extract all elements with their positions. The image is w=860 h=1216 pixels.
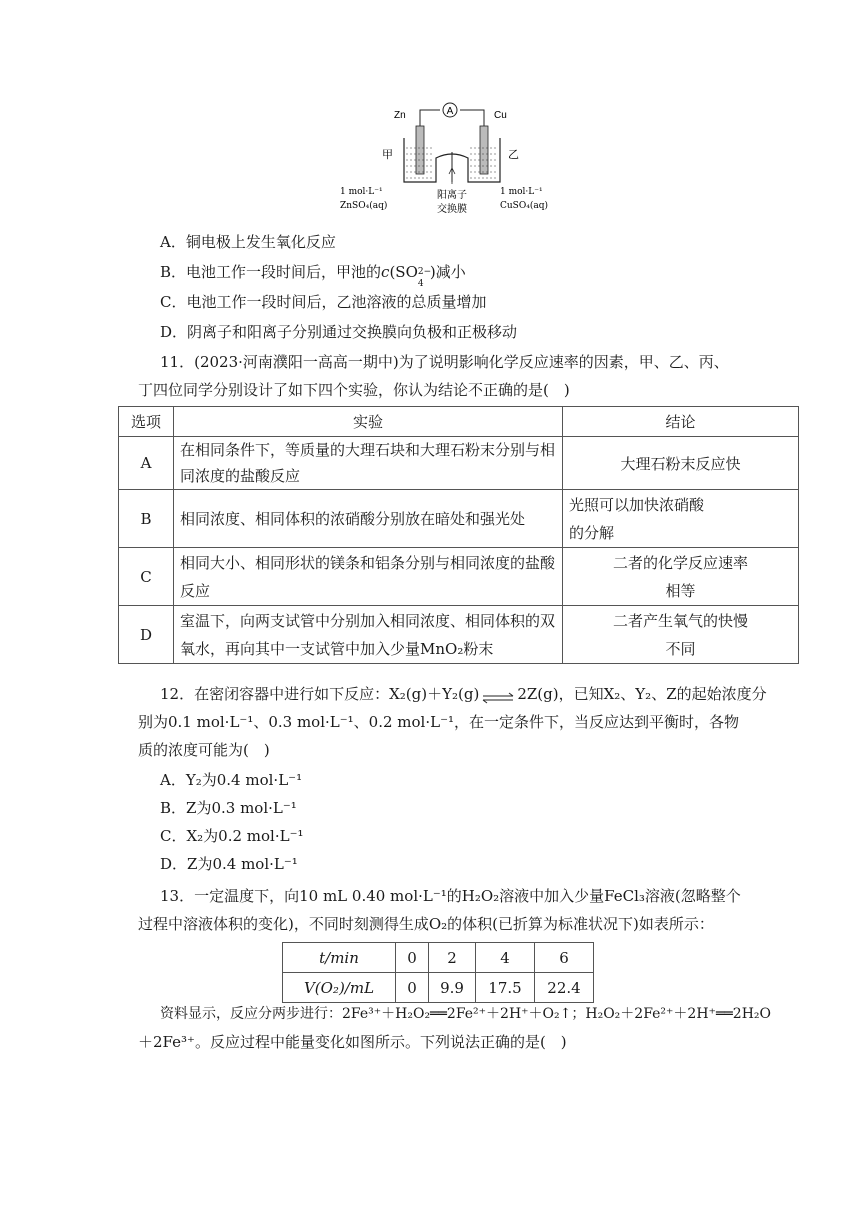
row-b-con-line-2: 的分解 bbox=[569, 523, 615, 542]
q10-option-b-pre: B．电池工作一段时间后，甲池的 bbox=[160, 263, 382, 281]
table-row bbox=[283, 943, 594, 973]
q12-line-2: 别为0.1 mol·L⁻¹、0.3 mol·L⁻¹、0.2 mol·L⁻¹，在一定条件下，当反应达到平衡时，各物 bbox=[138, 713, 740, 731]
q12-option-d: D．Z为0.4 mol·L⁻¹ bbox=[160, 855, 298, 873]
header-option: 选项 bbox=[119, 407, 174, 437]
q10-option-b-ion: (SO bbox=[389, 263, 418, 281]
q12-line-1-post: 2Z(g)，已知X₂、Y₂、Z的起始浓度分 bbox=[517, 685, 767, 703]
copper-electrode bbox=[480, 126, 488, 174]
row-c-conclusion bbox=[563, 548, 799, 606]
left-concentration: 1 mol·L⁻¹ bbox=[340, 187, 383, 197]
q13-line-4: ＋2Fe³⁺。反应过程中能量变化如图所示。下列说法正确的是( ) bbox=[138, 1033, 567, 1051]
row-b-experiment: 相同浓度、相同体积的浓硝酸分别放在暗处和强光处 bbox=[174, 490, 563, 548]
q13-line-3: 资料显示，反应分两步进行：2Fe³⁺＋H₂O₂══2Fe²⁺＋2H⁺＋O₂↑；H₂O₂＋2Fe²⁺＋2H⁺══2H₂O bbox=[160, 1006, 772, 1022]
q12-line-1-pre: 12．在密闭容器中进行如下反应：X₂(g)＋Y₂(g) bbox=[160, 685, 480, 703]
q11-table bbox=[118, 406, 799, 664]
row-c-option: C bbox=[119, 548, 174, 606]
volume-header: V(O₂)/mL bbox=[283, 973, 396, 1003]
row-a-exp-line-1: 在相同条件下，等质量的大理石块和大理石粉末分别与相 bbox=[180, 441, 556, 459]
right-concentration: 1 mol·L⁻¹ bbox=[500, 187, 543, 197]
q10-option-c: C．电池工作一段时间后，乙池溶液的总质量增加 bbox=[160, 293, 487, 311]
membrane-label-2: 交换膜 bbox=[437, 204, 467, 215]
q10-option-b-post: )减小 bbox=[429, 263, 466, 281]
time-value: 2 bbox=[429, 943, 476, 973]
q12-option-a: A．Y₂为0.4 mol·L⁻¹ bbox=[160, 771, 303, 789]
zinc-electrode bbox=[416, 126, 424, 174]
q12-option-b: B．Z为0.3 mol·L⁻¹ bbox=[160, 799, 297, 817]
volume-value: 17.5 bbox=[476, 973, 535, 1003]
row-d-con-line-2: 不同 bbox=[665, 639, 696, 658]
row-b-conclusion bbox=[563, 490, 799, 548]
row-a-option: A bbox=[119, 437, 174, 490]
row-b-con-line-1: 光照可以加快浓硝酸 bbox=[569, 495, 705, 514]
row-a-experiment bbox=[174, 437, 563, 490]
q12-line-3: 质的浓度可能为( ) bbox=[138, 741, 270, 759]
row-d-experiment bbox=[174, 606, 563, 664]
time-header: t/min bbox=[283, 943, 396, 973]
table-row bbox=[119, 490, 799, 548]
row-d-con-line-1: 二者产生氧气的快慢 bbox=[612, 611, 748, 630]
row-c-con-line-2: 相等 bbox=[665, 581, 696, 600]
table-row bbox=[119, 606, 799, 664]
table-header-row bbox=[119, 407, 799, 437]
row-c-con-line-1: 二者的化学反应速率 bbox=[612, 553, 748, 572]
left-cell-label: 甲 bbox=[382, 148, 393, 161]
q10-option-b-sub: 4 bbox=[417, 279, 424, 289]
row-a-conclusion: 大理石粉末反应快 bbox=[563, 437, 799, 490]
ammeter-label: A bbox=[446, 106, 454, 117]
cu-label: Cu bbox=[494, 110, 507, 121]
header-conclusion: 结论 bbox=[563, 407, 799, 437]
q11-line-1: 11．(2023·河南濮阳一高高一期中)为了说明影响化学反应速率的因素，甲、乙、丙、 bbox=[160, 353, 729, 371]
q10-option-b-c: c bbox=[381, 263, 390, 281]
q12-line-1 bbox=[160, 684, 767, 704]
q10-option-a: A．铜电极上发生氧化反应 bbox=[160, 233, 336, 251]
row-d-exp-line-2: 氧水，再向其中一支试管中加入少量MnO₂粉末 bbox=[180, 639, 494, 658]
q10-option-b bbox=[160, 262, 466, 289]
row-a-exp-line-2: 同浓度的盐酸反应 bbox=[180, 467, 301, 485]
row-b-option: B bbox=[119, 490, 174, 548]
galvanic-cell-diagram bbox=[336, 98, 556, 216]
q13-line-1: 13．一定温度下，向10 mL 0.40 mol·L⁻¹的H₂O₂溶液中加入少量FeCl₃溶液(忽略整个 bbox=[160, 887, 741, 905]
volume-value: 9.9 bbox=[429, 973, 476, 1003]
row-c-experiment bbox=[174, 548, 563, 606]
time-value: 4 bbox=[476, 943, 535, 973]
q10-option-b-sup: 2− bbox=[417, 267, 432, 277]
q11-line-2: 丁四位同学分别设计了如下四个实验，你认为结论不正确的是( ) bbox=[138, 381, 570, 399]
table-row bbox=[119, 437, 799, 490]
membrane-label-1: 阳离子 bbox=[437, 190, 467, 201]
volume-value: 22.4 bbox=[535, 973, 594, 1003]
row-d-conclusion bbox=[563, 606, 799, 664]
right-cell-label: 乙 bbox=[508, 148, 519, 161]
row-c-exp-line-1: 相同大小、相同形状的镁条和铝条分别与相同浓度的盐酸 bbox=[180, 553, 556, 572]
table-row bbox=[283, 973, 594, 1003]
volume-value: 0 bbox=[396, 973, 429, 1003]
header-experiment: 实验 bbox=[174, 407, 563, 437]
row-c-exp-line-2: 反应 bbox=[180, 581, 211, 600]
q10-option-d: D．阴离子和阳离子分别通过交换膜向负极和正极移动 bbox=[160, 323, 518, 341]
zn-label: Zn bbox=[394, 110, 406, 121]
equilibrium-arrow-icon bbox=[479, 689, 517, 701]
q12-option-c: C．X₂为0.2 mol·L⁻¹ bbox=[160, 827, 304, 845]
time-value: 6 bbox=[535, 943, 594, 973]
row-d-option: D bbox=[119, 606, 174, 664]
left-solution: ZnSO₄(aq) bbox=[340, 201, 388, 211]
time-value: 0 bbox=[396, 943, 429, 973]
q13-line-2: 过程中溶液体积的变化)，不同时刻测得生成O₂的体积(已折算为标准状况下)如表所示： bbox=[138, 915, 714, 933]
right-solution: CuSO₄(aq) bbox=[500, 201, 548, 211]
row-d-exp-line-1: 室温下，向两支试管中分别加入相同浓度、相同体积的双 bbox=[180, 611, 556, 630]
table-row bbox=[119, 548, 799, 606]
q13-table bbox=[282, 942, 594, 1003]
